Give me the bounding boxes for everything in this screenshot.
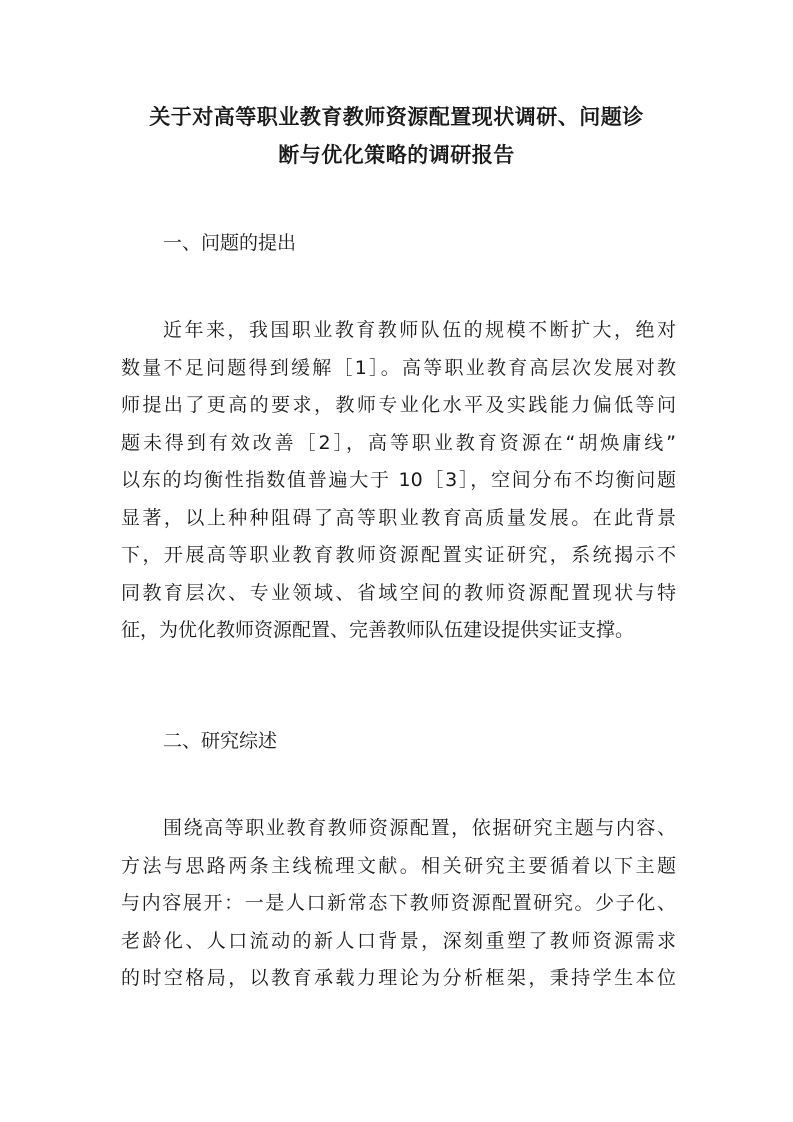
title-line: 关于对高等职业教育教师资源配置现状调研、问题诊 xyxy=(149,105,644,129)
section-heading-problem: 一、问题的提出 xyxy=(163,232,297,254)
paragraph-line: 与内容展开：一是人口新常态下教师资源配置研究。少子化、 xyxy=(121,892,676,914)
paragraph-line: 老龄化、人口流动的新人口背景，深刻重塑了教师资源需求 xyxy=(121,929,676,952)
paragraph-line: 下，开展高等职业教育教师资源配置实证研究，系统揭示不 xyxy=(121,544,676,566)
paragraph-line: 近年来，我国职业教育教师队伍的规模不断扩大，绝对 xyxy=(163,319,676,341)
paragraph-line: 围绕高等职业教育教师资源配置，依据研究主题与内容、 xyxy=(163,817,676,839)
document-title xyxy=(100,98,693,174)
section-paragraph-problem xyxy=(121,312,676,650)
paragraph-line: 方法与思路两条主线梳理文献。相关研究主要循着以下主题 xyxy=(121,854,676,877)
paragraph-line: 师提出了更高的要求，教师专业化水平及实践能力偏低等问 xyxy=(121,394,676,416)
title-line: 断与优化策略的调研报告 xyxy=(278,143,515,167)
section-heading-review: 二、研究综述 xyxy=(163,730,278,752)
paragraph-line: 的时空格局，以教育承载力理论为分析框架，秉持学生本位 xyxy=(121,967,676,989)
section-paragraph-review xyxy=(121,810,676,998)
paragraph-line: 显著，以上种种阻碍了高等职业教育高质量发展。在此背景 xyxy=(121,506,676,529)
paragraph-line: 同教育层次、专业领域、省域空间的教师资源配置现状与特 xyxy=(121,581,676,604)
paragraph-line: 以东的均衡性指数值普遍大于 10［3］，空间分布不均衡问题 xyxy=(121,469,676,491)
paragraph-line: 征，为优化教师资源配置、完善教师队伍建设提供实证支撑。 xyxy=(121,619,635,641)
paragraph-line: 题未得到有效改善［2］，高等职业教育资源在“胡焕庸线” xyxy=(121,431,676,454)
paragraph-line: 数量不足问题得到缓解［1］。高等职业教育高层次发展对教 xyxy=(121,356,676,379)
